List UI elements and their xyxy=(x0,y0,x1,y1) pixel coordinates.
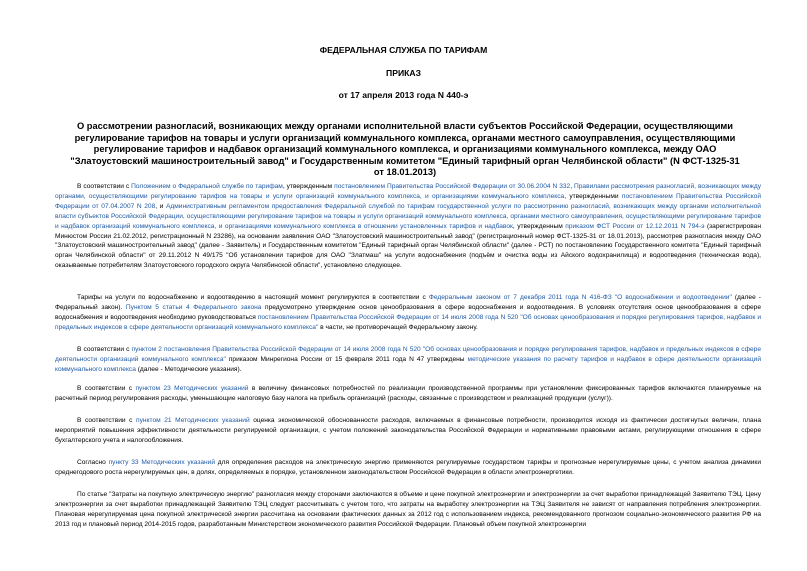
paragraph-text: , и xyxy=(155,202,166,210)
document-link[interactable]: Административным регламентом предоставления Федеральной службой по тарифам государственной услуги по рассмотрению разногласий, возникающих между органами исполнительной власти субъектов Российской Федерации, осуществляющими регулирование тарифов на товары и услуги организаций коммунального комплекса, органами местного самоуправления, осуществляющими регулирование тарифов и надбавок организаций коммунального комплекса, и организациями коммунального комплекса в отношении установленных тарифов и надбавок xyxy=(55,202,761,230)
paragraph-text: В соответствии с xyxy=(77,346,132,353)
paragraph-text: , утвержденным xyxy=(512,222,566,230)
paragraph-text: В соответствии с xyxy=(77,385,136,392)
paragraph-text: Согласно xyxy=(77,459,109,466)
document-link[interactable]: пунктом 21 Методических указаний xyxy=(136,417,250,424)
paragraph-text: Тарифы на услуги по водоснабжению и водоотведению в настоящий момент регулируются в соответствии с xyxy=(77,294,429,301)
paragraph-text: в величину финансовых потребностей по реализации производственной программы при установлении фиксированных тарифов включаются планируемые на расчетный период регулирования расходы, уменьшающие налоговую базу налога на прибыль организаций (расходы, связанные с производством и реализацией продукции (услуг)). xyxy=(55,385,761,402)
document-type: ПРИКАЗ xyxy=(386,68,421,78)
paragraph-7 xyxy=(55,490,761,571)
document-link[interactable]: постановлением Правительства Российской Федерации от 07.04.2007 N 208 xyxy=(55,192,761,210)
paragraph-1 xyxy=(55,182,761,281)
document-link[interactable]: Правилами рассмотрения разногласий, возникающих между органами, осуществляющими регулирование тарифов на товары и услуги организаций коммунального комплекса, и организациями коммунального комплекса xyxy=(55,183,761,200)
paragraph-text: По статье "Затраты на покупную электрическую энергию" разногласия между сторонами заключаются в объеме и цене покупной электроэнергии и электроэнергии за счет выработки принадлежащей Заявителю ТЭЦ. Цену электроэнергии за счет выработки принадлежащей Заявителю ТЭЦ следует рассчитывать с учетом того, что затраты на выработку электроэнергии на ТЭЦ Заявителя не зависят от направления потребления электроэнергии. Плановая нерегулируемая цена покупной электрической энергии рассчитана на основании фактических данных за 2012 год с использованием индекса, рекомендованного прогнозом социально-экономического развития РФ на 2013 год и плановый период 2014-2015 годов, разработанным Министерством экономического развития Российской Федерации. Плановый объем покупной электроэнергии xyxy=(55,491,761,528)
paragraph-5 xyxy=(55,416,761,446)
document-link[interactable]: постановлением Правительства Российской Федерации от 30.06.2004 N 332 xyxy=(334,183,571,190)
document-link[interactable]: пунктом 23 Методических указаний xyxy=(135,385,249,392)
document-date-number: от 17 апреля 2013 года N 440-э xyxy=(338,90,469,100)
document-link[interactable]: приказом ФСТ России от 12.12.2011 N 794-э xyxy=(565,222,705,230)
paragraph-text: (далее - Федеральный закон). xyxy=(55,294,761,311)
paragraph-text: приказом Минрегиона России от 15 февраля 2011 года N 47 утверждены xyxy=(225,355,468,363)
paragraph-text: для определения расходов на электрическую энергию применяются регулируемые государством тарифы и прогнозные нерегулируемые цены, с учетом анализа динамики среднегодового роста нерегулируемых цен, в долях, определяемых в порядке, установленном законодательством Российской Федерации в области электроэнергетики. xyxy=(55,459,761,476)
paragraph-4 xyxy=(55,384,761,404)
document-link[interactable]: постановлением Правительства Российской Федерации от 14 июля 2008 года N 520 "Об основах ценообразования и порядке регулирования тарифов, надбавок и предельных индексов в сфере деятельности организаций коммунального комплекса" xyxy=(55,313,761,331)
paragraph-text: предусмотрено утверждение основ ценообразования в сфере водоснабжения и водоотведения. В условиях отсутствия основ ценообразования в сфере водоснабжения и водоотведения необходимо руководствоваться xyxy=(55,303,761,321)
document-link[interactable]: Пунктом 5 статьи 4 Федерального закона xyxy=(125,303,262,311)
paragraph-text: В соответствии с xyxy=(77,417,137,424)
paragraph-6 xyxy=(55,458,761,478)
paragraph-text: , утвержденными xyxy=(564,192,622,200)
paragraph-text: в части, не противоречащей Федеральному закону. xyxy=(318,323,478,331)
paragraph-text: (зарегистрирован Минюстом России 21.02.2012, регистрационный N 23286), на основании заявления ОАО "Златоустовский машиностроительный завод" (регистрационный номер ФСТ-1325-31 от 18.01.2013), рассмотрев разногласия между ОАО "Златоустовский машиностроительный завод" (далее - Заявитель) и Государственным комитетом "Единый тарифный орган Челябинской области" (далее - РСТ) по постановлению Государственного комитета "Единый тарифный орган Челябинской области" от 29.11.2012 N 49/175 "Об установлении тарифов для ОАО "Златмаш" на услуги водоснабжения (подъём и очистка воды из Айского водохранилища) и водоотведения (техническая вода), оказываемые потребителям Златоустовского городского округа Челябинской области", установлено следующее. xyxy=(55,222,761,270)
paragraph-text: (далее - Методические указания). xyxy=(135,365,242,373)
paragraph-text: оценка экономической обоснованности расходов, включаемых в финансовые потребности, производится исходя из фактически достигнутых величин, плана мероприятий повышения эффективности деятельности регулируемой организации, с учетом положений законодательства Российской Федерации и нормативными правовыми актами, регулирующими отношения в сфере бухгалтерского учета и налогообложения. xyxy=(55,417,761,444)
document-link[interactable]: Положением о Федеральной службе по тарифам xyxy=(131,183,283,190)
document-link[interactable]: методические указания по расчету тарифов и надбавок в сфере деятельности организаций коммунального комплекса xyxy=(55,355,761,373)
agency-name: ФЕДЕРАЛЬНАЯ СЛУЖБА ПО ТАРИФАМ xyxy=(319,45,488,55)
document-link[interactable]: Федеральным законом от 7 декабря 2011 года N 416-ФЗ "О водоснабжении и водоотведении" xyxy=(428,294,732,301)
paragraph-2 xyxy=(55,293,761,333)
paragraph-3 xyxy=(55,345,761,375)
paragraph-text: В соответствии с xyxy=(77,183,132,190)
document-link[interactable]: пункту 33 Методических указаний xyxy=(108,459,216,466)
document-title: О рассмотрении разногласий, возникающих между органами исполнительной власти субъектов Российской Федерации, осуществляющими регулирование тарифов на товары и услуги организаций коммунального комплекса, органами местного самоуправления, осуществляющими регулирование тарифов и надбавок организаций коммунального комплекса, и организациями коммунального комплекса, между ОАО "Златоустовский машиностроительный завод" и Государственным комитетом "Единый тарифный орган Челябинской области" (N ФСТ-1325-31 от 18.01.2013) xyxy=(70,121,740,178)
paragraph-text: , утвержденным xyxy=(282,183,335,190)
paragraph-text: , xyxy=(570,183,575,190)
document-link[interactable]: пунктом 2 постановления Правительства Российской Федерации от 14 июля 2008 года N 520 "Об основах ценообразования и порядке регулирования тарифов, надбавок и предельных индексов в сфере деятельности организаций коммунального комплекса" xyxy=(55,346,761,363)
